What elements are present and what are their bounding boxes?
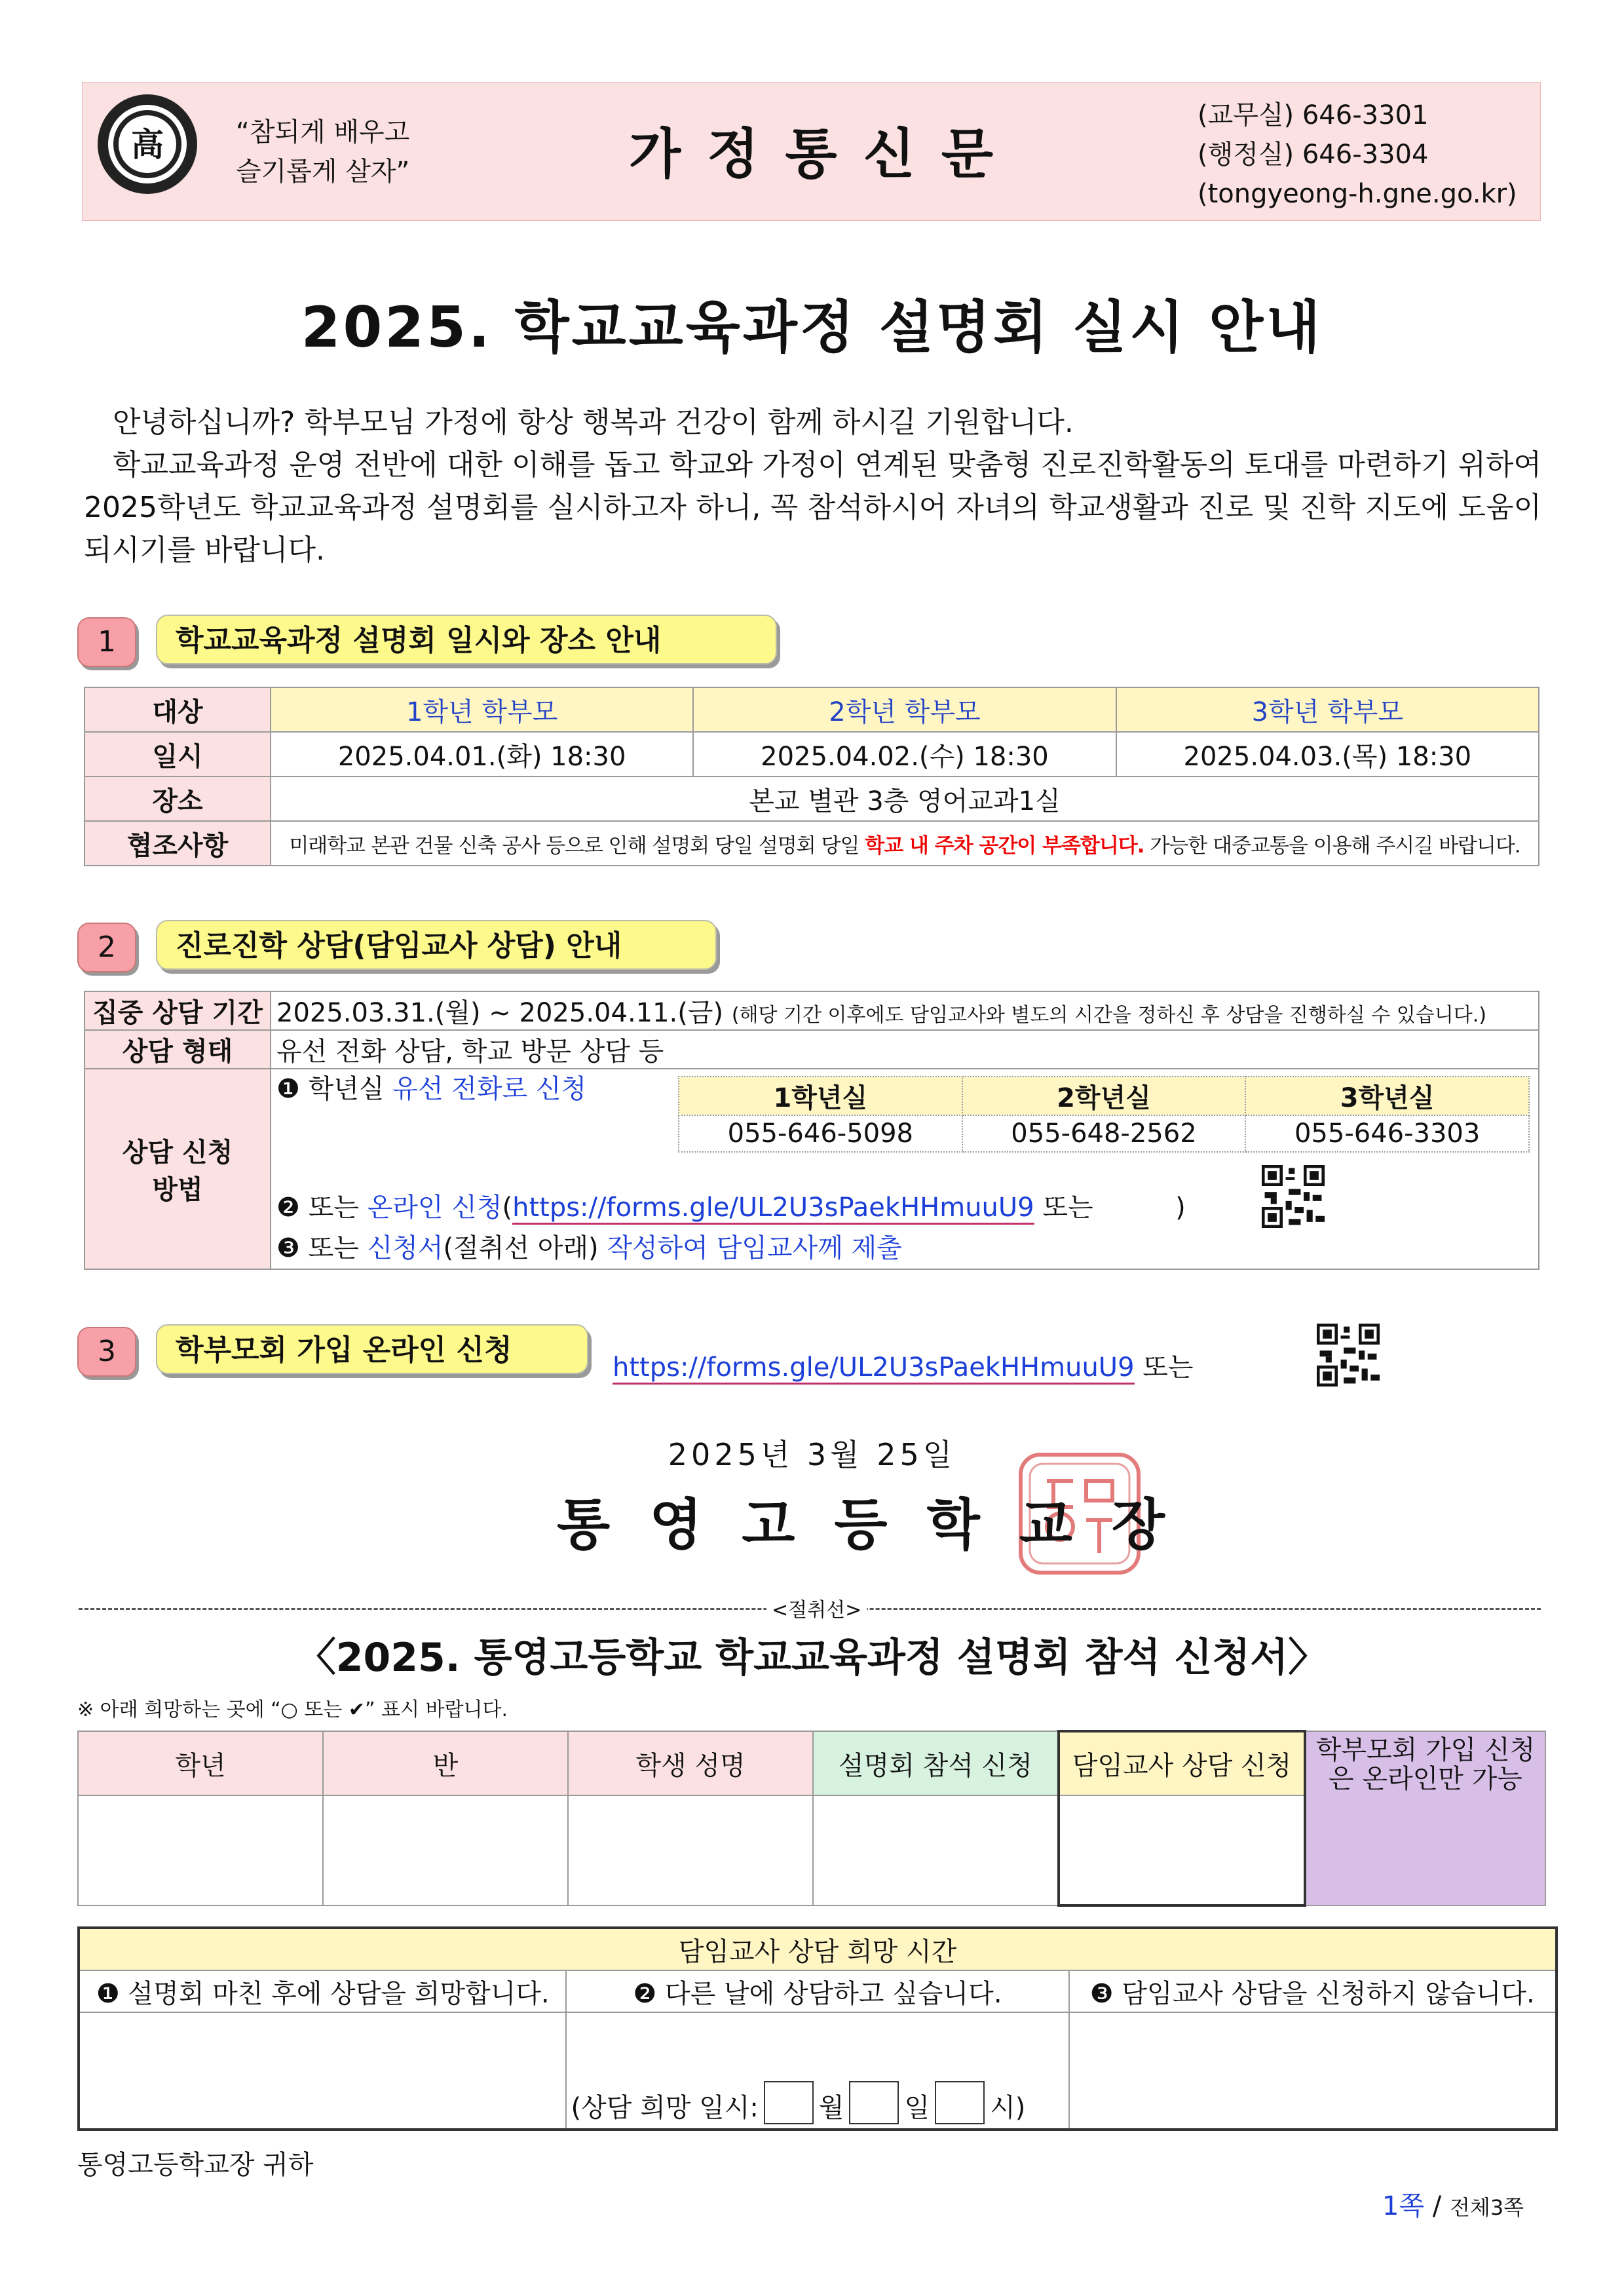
input-student-name[interactable]	[568, 1795, 813, 1905]
option-no-counsel[interactable]: ❸ 담임교사 상담을 신청하지 않습니다.	[1069, 1970, 1557, 2012]
method-label-line-1: 상담 신청	[122, 1138, 233, 1168]
input-grade[interactable]	[78, 1795, 323, 1905]
section-3-link-row	[613, 1347, 1194, 1384]
method-2-online: 온라인 신청	[367, 1193, 502, 1223]
parent-assoc-note: 학부모회 가입 신청은 온라인만 가능	[1305, 1731, 1545, 1905]
issue-date: 2025년 3월 25일	[668, 1437, 956, 1472]
method-2-or: 또는	[1034, 1193, 1102, 1223]
method-3	[276, 1228, 1538, 1269]
input-counsel-apply[interactable]	[1059, 1795, 1305, 1905]
datetime-grade-2: 2025.04.02.(수) 18:30	[693, 732, 1116, 776]
input-class[interactable]	[323, 1795, 568, 1905]
datetime-grade-3: 2025.04.03.(목) 18:30	[1116, 732, 1539, 776]
type-label: 상담 형태	[85, 1030, 271, 1069]
period-dates: 2025.03.31.(월) ~ 2025.04.11.(금)	[276, 998, 732, 1028]
qr-code-icon[interactable]	[1317, 1324, 1380, 1387]
input-after-session[interactable]	[79, 2012, 566, 2130]
coop-note	[271, 821, 1539, 866]
section-3-number: 3	[77, 1327, 136, 1377]
period-value	[271, 991, 1539, 1030]
type-value: 유선 전화 상담, 학교 방문 상담 등	[271, 1030, 1539, 1069]
hour-label: 시)	[990, 2093, 1026, 2123]
coop-note-post: 가능한 대중교통을 이용해 주시길 바랍니다.	[1144, 833, 1520, 858]
emblem-char: 高	[131, 126, 164, 164]
counsel-time-table	[77, 1926, 1558, 2131]
coop-note-warning: 학교 내 주차 공간이 부족합니다.	[865, 833, 1144, 858]
motto-line-1: “참되게 배우고	[236, 117, 410, 147]
page-number	[1382, 2185, 1524, 2223]
qr-code-icon[interactable]	[1262, 1165, 1325, 1228]
month-label: 월	[818, 2093, 844, 2123]
method-1-phone: 유선 전화로 신청	[392, 1074, 587, 1104]
option-another-day[interactable]: ❷ 다른 날에 상담하고 싶습니다.	[566, 1970, 1068, 2012]
signup-form-link[interactable]: https://forms.gle/UL2U3sPaekHHmuuU9	[512, 1193, 1034, 1225]
header-counsel-apply: 담임교사 상담 신청	[1059, 1731, 1305, 1795]
room-grade-3: 3학년실	[1245, 1077, 1529, 1115]
section-2-label: 진로진학 상담(담임교사 상담) 안내	[156, 920, 717, 970]
hope-datetime	[566, 2012, 1068, 2130]
input-session-attend[interactable]	[813, 1795, 1059, 1905]
input-no-counsel[interactable]	[1069, 2012, 1557, 2130]
month-box[interactable]	[764, 2081, 814, 2124]
method-2-paren-open: (	[502, 1193, 513, 1223]
datetime-label: 일시	[85, 732, 271, 776]
phone-grade-3: 055-646-3303	[1245, 1115, 1529, 1152]
hope-datetime-label: (상담 희망 일시:	[571, 2093, 759, 2123]
section-3-or: 또는	[1134, 1352, 1194, 1383]
section-2-number: 2	[77, 923, 136, 972]
principal-signature: 통영고등학교장	[557, 1493, 1205, 1557]
addressee: 통영고등학교장 귀하	[77, 2150, 314, 2180]
target-label: 대상	[85, 687, 271, 732]
grade-office-phone-table	[678, 1076, 1530, 1153]
method-2-pre: ❷ 또는	[276, 1193, 368, 1223]
phone-grade-2: 055-648-2562	[962, 1115, 1246, 1152]
header-class: 반	[323, 1731, 568, 1795]
intro-paragraph-1: 안녕하십니까? 학부모님 가정에 항상 행복과 건강이 함께 하시길 기원합니다.	[113, 406, 1074, 439]
place-label: 장소	[85, 776, 271, 821]
place-value: 본교 별관 3층 영어교과1실	[271, 776, 1539, 821]
day-label: 일	[904, 2093, 930, 2123]
total-pages: 전체3쪽	[1450, 2195, 1524, 2220]
room-grade-2: 2학년실	[962, 1077, 1246, 1115]
form-title: 〈2025. 통영고등학교 학교교육과정 설명회 참석 신청서〉	[296, 1635, 1328, 1681]
coop-note-pre: 미래학교 본관 건물 신축 공사 등으로 인해 설명회 당일 설명회 당일	[289, 833, 865, 858]
page-title: 2025. 학교교육과정 설명회 실시 안내	[301, 295, 1323, 360]
room-grade-1: 1학년실	[679, 1077, 962, 1115]
method-label-line-2: 방법	[152, 1175, 203, 1205]
target-grade-2: 2학년 학부모	[693, 687, 1116, 732]
option-after-session[interactable]: ❶ 설명회 마친 후에 상담을 희망합니다.	[79, 1970, 566, 2012]
datetime-grade-1: 2025.04.01.(화) 18:30	[271, 732, 693, 776]
intro-text	[84, 401, 1541, 571]
doc-type-title: 가정통신문	[629, 123, 1020, 185]
period-label: 집중 상담 기간	[85, 991, 271, 1030]
header-grade: 학년	[78, 1731, 323, 1795]
current-page: 1쪽	[1382, 2191, 1425, 2221]
page-separator: /	[1424, 2191, 1450, 2221]
section-1-label: 학교교육과정 설명회 일시와 장소 안내	[156, 615, 777, 664]
target-grade-1: 1학년 학부모	[271, 687, 693, 732]
section-1-number: 1	[77, 617, 136, 667]
school-motto	[236, 113, 409, 191]
form-note: ※ 아래 희망하는 곳에 “○ 또는 ✔” 표시 바랍니다.	[77, 1698, 508, 1721]
contact-info	[1198, 96, 1517, 214]
contact-office: (교무실) 646-3301	[1198, 100, 1429, 130]
method-3-pre: ❸ 또는	[276, 1233, 368, 1263]
contact-admin: (행정실) 646-3304	[1198, 140, 1429, 170]
coop-label: 협조사항	[85, 821, 271, 866]
method-3-mid: (절취선 아래)	[443, 1233, 607, 1263]
session-schedule-table	[84, 687, 1539, 866]
method-2	[276, 1187, 1538, 1228]
method-3-form: 신청서	[367, 1233, 444, 1263]
parent-association-link[interactable]: https://forms.gle/UL2U3sPaekHHmuuU9	[613, 1352, 1135, 1385]
method-1-pre: ❶ 학년실	[276, 1074, 393, 1104]
section-3-label: 학부모회 가입 온라인 신청	[156, 1324, 588, 1374]
cut-line-label: <절취선>	[766, 1594, 867, 1622]
school-emblem-icon	[95, 92, 200, 197]
phone-grade-1: 055-646-5098	[679, 1115, 962, 1152]
method-2-paren-close: )	[1167, 1193, 1186, 1223]
intro-paragraph-2: 학교교육과정 운영 전반에 대한 이해를 돕고 학교와 가정이 연계된 맞춤형 진로진학활동의 토대를 마련하기 위하여 2025학년도 학교교육과정 설명회를 실시하고자 하니, 꼭 참석하시어 자녀의 학교생활과 진로 및 진학 지도에 도움이 되시기를 바랍니다.	[84, 448, 1541, 567]
period-note: (해당 기간 이후에도 담임교사와 별도의 시간을 정하신 후 상담을 진행하실 수 있습니다.)	[731, 1004, 1486, 1027]
day-box[interactable]	[849, 2081, 899, 2124]
motto-line-2: 슬기롭게 살자”	[236, 157, 410, 187]
method-label	[85, 1069, 271, 1269]
counsel-time-header: 담임교사 상담 희망 시간	[79, 1928, 1557, 1970]
hour-box[interactable]	[935, 2081, 985, 2124]
contact-website: (tongyeong-h.gne.go.kr)	[1198, 179, 1517, 209]
method-3-submit: 작성하여 담임교사께 제출	[607, 1233, 902, 1263]
attendance-form-table	[77, 1730, 1546, 1907]
header-student-name: 학생 성명	[568, 1731, 813, 1795]
target-grade-3: 3학년 학부모	[1116, 687, 1539, 732]
header-session-attend: 설명회 참석 신청	[813, 1731, 1059, 1795]
